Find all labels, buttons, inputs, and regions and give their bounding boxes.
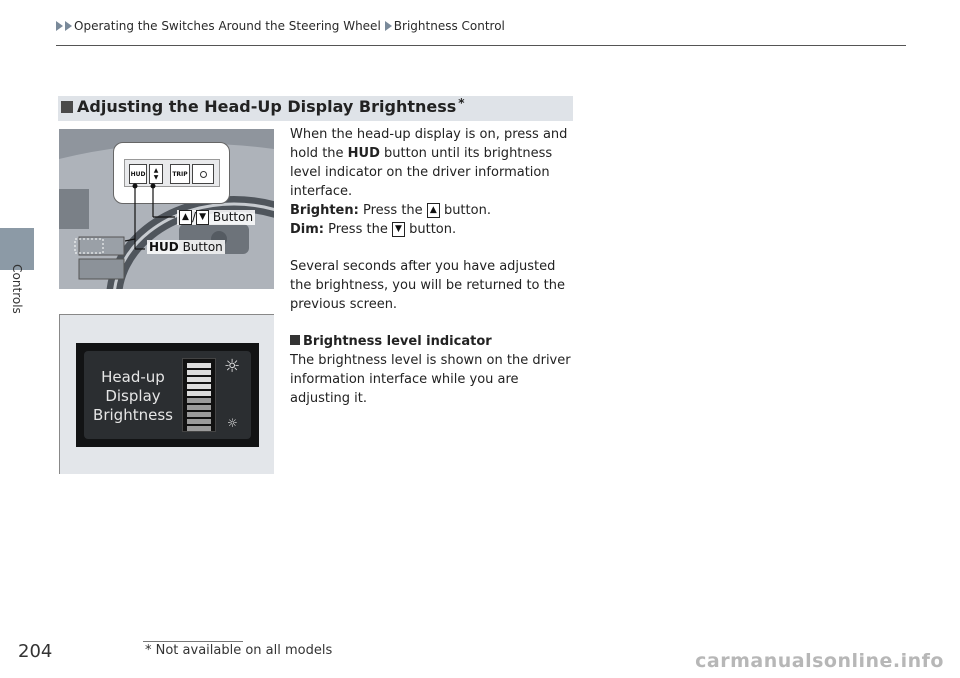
hud-title-line1: Head-up: [101, 368, 165, 386]
down-button-icon: ▼: [196, 210, 209, 225]
instruction-text: [290, 125, 580, 408]
chapter-label: [6, 262, 28, 322]
brightness-segment: [187, 384, 211, 389]
intro-paragraph: [290, 125, 580, 201]
breadcrumb-arrow-icon: [56, 21, 63, 31]
brightness-segment: [187, 398, 211, 403]
footnote-marker: *: [458, 95, 465, 110]
watermark: carmanualsonline.info: [695, 650, 944, 672]
indicator-paragraph: The brightness level is shown on the driver information interface while you are adjusting it.: [290, 353, 571, 406]
subheading-text: Brightness level indicator: [303, 334, 492, 349]
up-arrow-icon: ▲: [153, 167, 159, 174]
breadcrumb-arrow-icon: [385, 21, 392, 31]
brightness-segment: [187, 412, 211, 417]
chapter-label-text: Controls: [9, 264, 24, 314]
updown-button-text: Button: [212, 210, 254, 224]
breadcrumb-item[interactable]: Operating the Switches Around the Steering Wheel: [74, 19, 381, 33]
intro-text-a: When the head-up display is on, press and hold the: [290, 127, 568, 161]
brightness-segment: [187, 391, 211, 396]
trip-switch: TRIP: [170, 164, 190, 184]
bright-sun-icon: ☼: [224, 356, 241, 377]
hud-button-label: [147, 240, 225, 254]
hud-title-line3: Brightness: [93, 406, 173, 424]
callout-leader-lines: [59, 129, 274, 289]
brighten-label: Brighten:: [290, 203, 359, 218]
hud-button-bold: HUD: [149, 240, 179, 254]
down-button-icon: ▼: [392, 222, 405, 237]
hud-brightness-title: [86, 368, 180, 425]
up-button-icon: ▲: [427, 203, 440, 218]
page-number: 204: [18, 641, 53, 662]
section-title: [61, 97, 465, 116]
intro-text-c: button until its brightness level indicator on the driver information interface.: [290, 146, 553, 199]
down-arrow-icon: ▼: [153, 174, 159, 181]
brightness-segment: [187, 370, 211, 375]
subheading: [290, 332, 580, 351]
timeout-paragraph: Several seconds after you have adjusted the brightness, you will be returned to the previous screen.: [290, 259, 565, 312]
breadcrumb-item[interactable]: Brightness Control: [393, 19, 505, 33]
brightness-segment: [187, 405, 211, 410]
updown-button-label: ▲ / ▼ Button: [177, 210, 255, 225]
hud-switch: HUD: [129, 164, 147, 184]
breadcrumb: [56, 19, 509, 33]
subheading-bullet-icon: [290, 335, 300, 345]
section-title-text: Adjusting the Head-Up Display Brightness: [77, 97, 457, 116]
dim-label: Dim:: [290, 222, 324, 237]
brightness-segment: [187, 377, 211, 382]
header-divider: [56, 45, 906, 46]
breadcrumb-arrow-icon: [65, 21, 72, 31]
brightness-segment: [187, 363, 211, 368]
hud-button-text: Button: [182, 240, 223, 254]
brightness-segment: [187, 426, 211, 431]
up-button-icon: ▲: [179, 210, 192, 225]
brighten-text-b: button.: [443, 203, 491, 218]
hud-title-line2: Display: [105, 387, 161, 405]
brighten-line: [290, 201, 580, 220]
dim-text-b: button.: [409, 222, 457, 237]
dim-sun-icon: ☼: [227, 416, 238, 430]
dim-text-a: Press the: [328, 222, 388, 237]
brighten-text-a: Press the: [362, 203, 423, 218]
brightness-segment: [187, 419, 211, 424]
dim-line: [290, 220, 580, 239]
intro-hud-bold: HUD: [347, 146, 380, 161]
footnote: * Not available on all models: [145, 643, 333, 658]
brightness-level-meter: [182, 358, 216, 432]
section-bullet-icon: [61, 101, 73, 113]
footnote-divider: [143, 641, 243, 642]
